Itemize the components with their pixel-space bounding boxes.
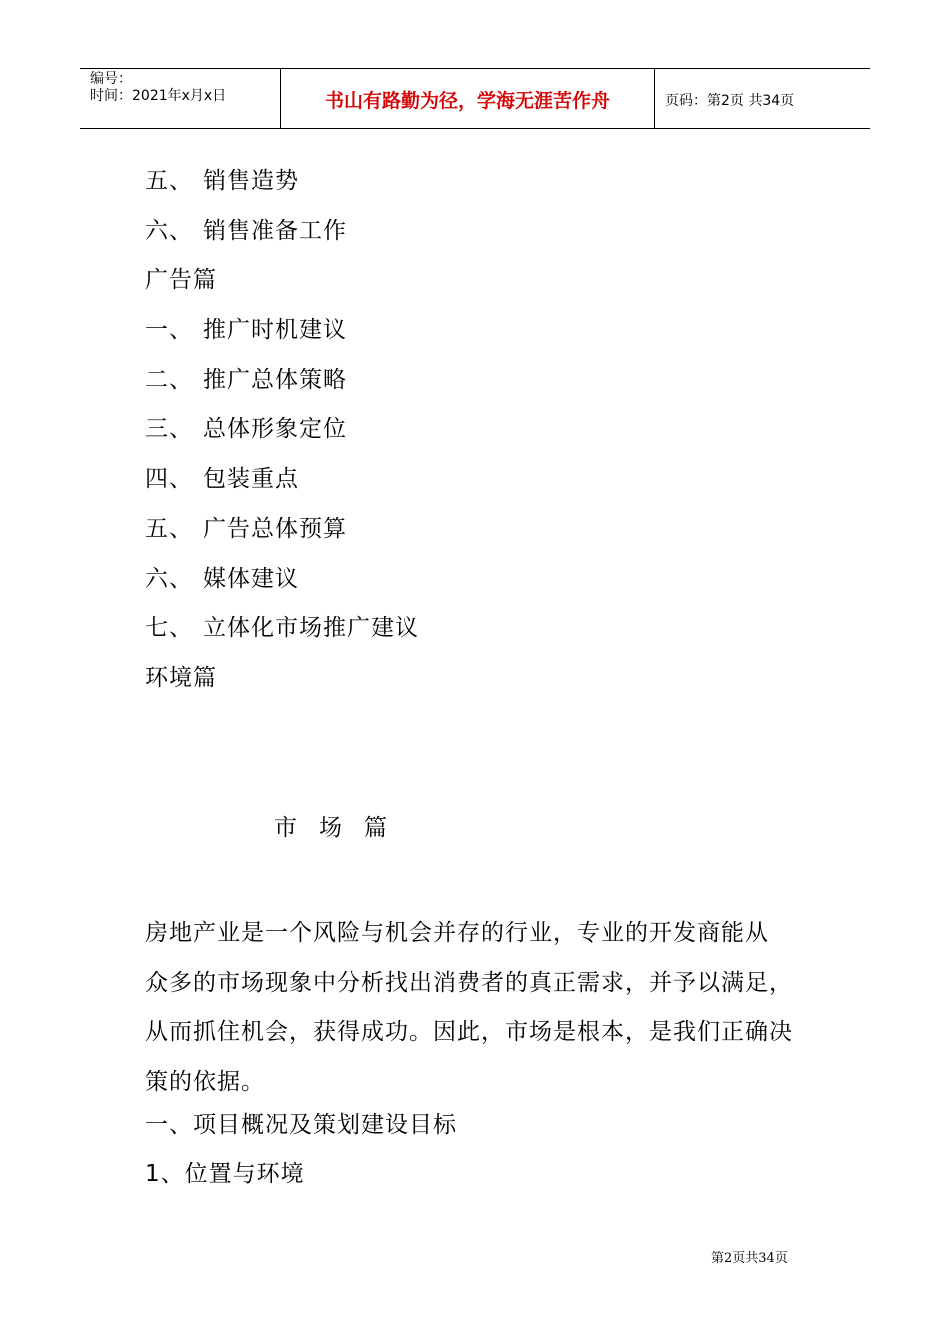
toc-number: 一、 bbox=[145, 317, 193, 343]
header-page-cell bbox=[655, 69, 870, 128]
toc-text: 销售造势 bbox=[203, 168, 299, 194]
toc-number: 五、 bbox=[145, 516, 193, 542]
paragraph-line: 从而抓住机会，获得成功。因此，市场是根本，是我们正确决 bbox=[145, 1019, 793, 1045]
toc-text: 广告篇 bbox=[145, 267, 217, 293]
toc-line bbox=[145, 216, 347, 246]
header-page-label: 页码：第2页 共34页 bbox=[665, 92, 795, 109]
subheading-location: 1、位置与环境 bbox=[145, 1161, 305, 1187]
page-footer: 第2页共34页 bbox=[711, 1251, 788, 1266]
paragraph-line: 房地产业是一个风险与机会并存的行业，专业的开发商能从 bbox=[145, 920, 769, 946]
toc-line bbox=[145, 514, 347, 544]
toc-number: 六、 bbox=[145, 218, 193, 244]
toc-line bbox=[145, 414, 347, 444]
toc-text: 广告总体预算 bbox=[203, 516, 347, 542]
header-time-label: 时间：2021年x月x日 bbox=[90, 88, 227, 104]
toc-text: 销售准备工作 bbox=[203, 218, 347, 244]
paragraph-line: 策的依据。 bbox=[145, 1068, 265, 1095]
toc-number: 五、 bbox=[145, 168, 193, 194]
toc-number: 三、 bbox=[145, 416, 193, 442]
toc-line bbox=[145, 613, 419, 643]
toc-number: 四、 bbox=[145, 466, 193, 492]
header-motto-cell bbox=[281, 69, 655, 128]
toc-text: 环境篇 bbox=[145, 665, 217, 691]
toc-section-heading bbox=[145, 663, 217, 693]
section-title: 市场篇 bbox=[274, 815, 409, 841]
toc-number: 七、 bbox=[145, 615, 193, 641]
toc-section-heading bbox=[145, 265, 217, 295]
body-paragraph bbox=[145, 909, 845, 1107]
toc-line bbox=[145, 315, 347, 345]
subheading-project-overview: 一、项目概况及策划建设目标 bbox=[145, 1112, 457, 1138]
toc-line bbox=[145, 564, 299, 594]
toc-number: 二、 bbox=[145, 367, 193, 393]
toc-text: 推广时机建议 bbox=[203, 317, 347, 343]
header-meta-cell bbox=[80, 69, 281, 128]
toc-text: 立体化市场推广建议 bbox=[203, 615, 419, 641]
toc-line bbox=[145, 365, 347, 395]
toc-number: 六、 bbox=[145, 566, 193, 592]
paragraph-line: 众多的市场现象中分析找出消费者的真正需求，并予以满足， bbox=[145, 969, 793, 996]
page-header bbox=[80, 68, 870, 129]
toc-text: 总体形象定位 bbox=[203, 416, 347, 442]
header-motto: 书山有路勤为径，学海无涯苦作舟 bbox=[324, 90, 610, 112]
toc-text: 推广总体策略 bbox=[203, 367, 347, 393]
toc-line bbox=[145, 464, 299, 494]
toc-line bbox=[145, 166, 299, 196]
toc-text: 媒体建议 bbox=[203, 566, 299, 592]
header-number-label: 编号： bbox=[90, 71, 132, 87]
toc-text: 包装重点 bbox=[203, 466, 299, 492]
